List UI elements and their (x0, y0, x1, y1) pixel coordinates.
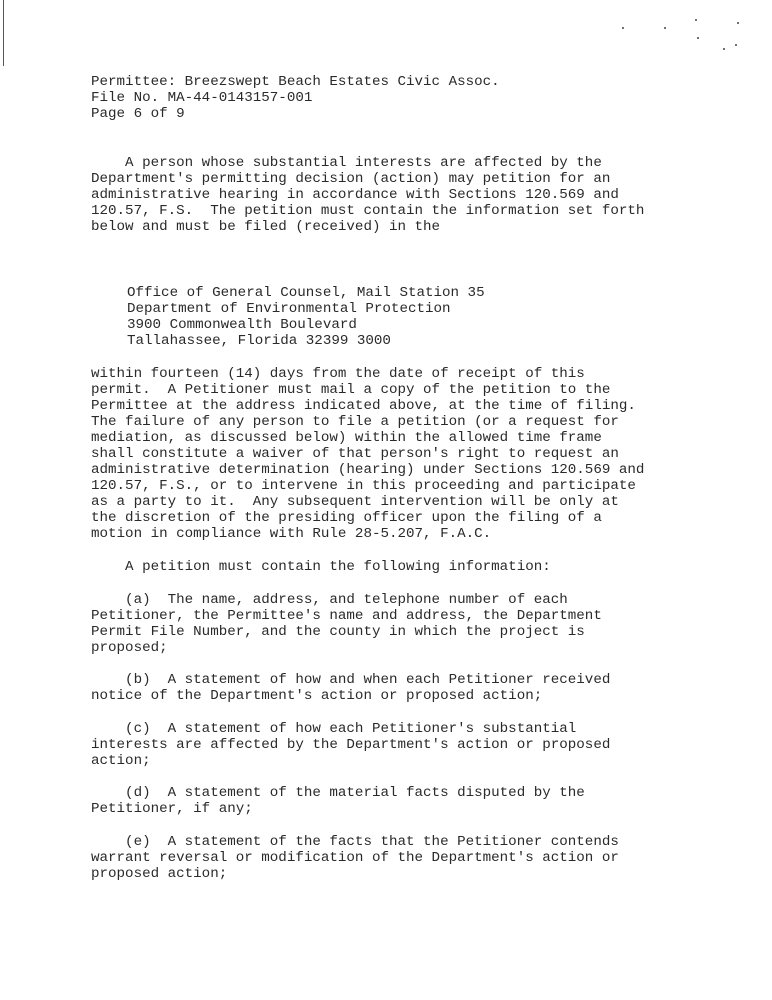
scan-speck (723, 48, 725, 50)
permittee-line: Permittee: Breezswept Beach Estates Civic Assoc. (91, 74, 500, 90)
intro-line: below and must be filed (received) in the (91, 219, 441, 235)
within-line: administrative determination (hearing) under Sections 120.569 and (91, 462, 645, 478)
scan-speck (695, 19, 697, 21)
petition-intro-line: A petition must contain the following information: (91, 559, 551, 575)
item-d-line: Petitioner, if any; (91, 801, 253, 817)
item-c-line: action; (91, 753, 151, 769)
item-a-line: (a) The name, address, and telephone number of each (91, 592, 568, 608)
intro-line: Department's permitting decision (action) may petition for an (91, 171, 611, 187)
address-line: Office of General Counsel, Mail Station 35 (127, 285, 485, 301)
address-line: Department of Environmental Protection (127, 301, 451, 317)
within-line: Permittee at the address indicated above, at the time of filing. (91, 398, 636, 414)
scan-speck (737, 22, 739, 24)
intro-line: 120.57, F.S. The petition must contain the information set forth (91, 203, 645, 219)
within-line: the discretion of the presiding officer upon the filing of a (91, 510, 602, 526)
item-d-line: (d) A statement of the material facts disputed by the (91, 785, 585, 801)
item-e-line: proposed action; (91, 866, 228, 882)
within-line: shall constitute a waiver of that person's right to request an (91, 446, 619, 462)
item-c-line: interests are affected by the Department's action or proposed (91, 737, 611, 753)
within-line: permit. A Petitioner must mail a copy of the petition to the (91, 382, 611, 398)
scan-speck (664, 27, 666, 29)
item-b-line: (b) A statement of how and when each Petitioner received (91, 672, 611, 688)
within-line: mediation, as discussed below) within the allowed time frame (91, 430, 602, 446)
item-b-line: notice of the Department's action or proposed action; (91, 688, 543, 704)
scan-speck (735, 44, 737, 46)
address-line: 3900 Commonwealth Boulevard (127, 317, 357, 333)
file-number-line: File No. MA-44-0143157-001 (91, 90, 313, 106)
item-e-line: (e) A statement of the facts that the Petitioner contends (91, 834, 619, 850)
page-number-line: Page 6 of 9 (91, 106, 185, 122)
address-line: Tallahassee, Florida 32399 3000 (127, 333, 391, 349)
scan-speck (697, 37, 699, 39)
within-line: The failure of any person to file a petition (or a request for (91, 414, 619, 430)
within-line: within fourteen (14) days from the date of receipt of this (91, 366, 585, 382)
item-a-line: Petitioner, the Permittee's name and address, the Department (91, 608, 602, 624)
scan-speck (622, 27, 624, 29)
item-a-line: proposed; (91, 640, 168, 656)
item-e-line: warrant reversal or modification of the Department's action or (91, 850, 619, 866)
within-line: 120.57, F.S., or to intervene in this proceeding and participate (91, 478, 636, 494)
within-line: as a party to it. Any subsequent intervention will be only at (91, 494, 619, 510)
within-line: motion in compliance with Rule 28-5.207, F.A.C. (91, 526, 492, 542)
item-c-line: (c) A statement of how each Petitioner's substantial (91, 721, 577, 737)
intro-line: A person whose substantial interests are affected by the (91, 155, 602, 171)
intro-line: administrative hearing in accordance with Sections 120.569 and (91, 187, 619, 203)
scan-edge-line (3, 0, 4, 66)
item-a-line: Permit File Number, and the county in which the project is (91, 624, 585, 640)
